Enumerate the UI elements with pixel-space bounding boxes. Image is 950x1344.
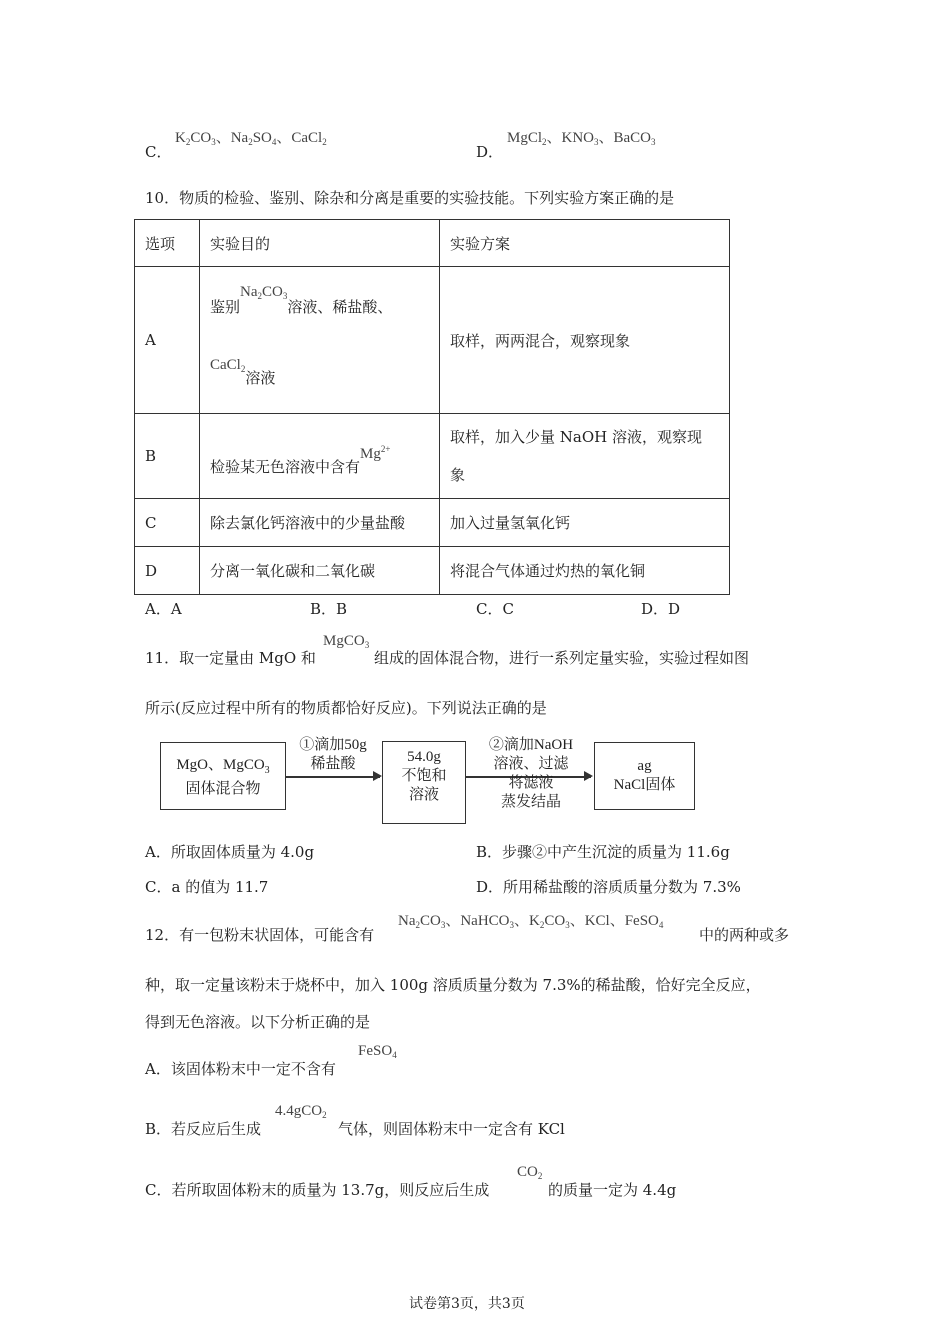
row-option: C <box>135 499 200 547</box>
q12-stem-part3: 种，取一定量该粉末于烧杯中，加入 100g 溶质质量分数为 7.3%的稀盐酸，恰好完全反应， <box>145 976 761 994</box>
page-footer: 试卷第3页，共3页 <box>409 1296 525 1312</box>
row-option: B <box>135 414 200 499</box>
q11-stem-part3: 所示(反应过程中所有的物质都恰好反应)。下列说法正确的是 <box>145 699 547 717</box>
table-row <box>135 414 730 499</box>
q12-stem-part2: 中的两种或多 <box>699 926 790 944</box>
q11-choice-b: B．步骤②中产生沉淀的质量为 11.6g <box>476 843 730 861</box>
row-plan: 取样，加入少量 NaOH 溶液，观察现 象 <box>440 414 730 499</box>
row-purpose: 检验某无色溶液中含有$Mg^{2+}$ <box>200 414 440 499</box>
q12-choice-b-part1: B．若反应后生成 <box>145 1120 262 1138</box>
row-option: A <box>135 267 200 414</box>
row-option: D <box>135 547 200 595</box>
header-purpose: 实验目的 <box>200 220 440 267</box>
q11-stem-part2: 组成的固体混合物，进行一系列定量实验，实验过程如图 <box>374 649 750 667</box>
q11-choice-d: D．所用稀盐酸的溶质质量分数为 7.3% <box>476 878 741 896</box>
flow-box-mixture: MgO、MgCO$_3$ 固体混合物 <box>160 742 286 810</box>
q9-option-c-label: C． <box>145 143 172 161</box>
q12-choice-a-formula: FeSO$_4$ <box>358 1043 397 1060</box>
q11-choice-c: C．a 的值为 11.7 <box>145 878 269 896</box>
q12-stem-formula: $Na_2CO_3$、NaHCO$_3$、$K_2CO_3$、KCl、FeSO$_4$ <box>398 913 664 930</box>
row-plan: 加入过量氢氧化钙 <box>440 499 730 547</box>
row-purpose: 分离一氧化碳和二氧化碳 <box>200 547 440 595</box>
q12-choice-a: A．该固体粉末中一定不含有 <box>145 1060 336 1078</box>
q10-choice-b: B．B <box>310 600 348 618</box>
q10-stem: 10．物质的检验、鉴别、除杂和分离是重要的实验技能。下列实验方案正确的是 <box>145 189 675 207</box>
flow-step-1-label: ①滴加50g 稀盐酸 <box>299 737 367 772</box>
q10-choice-a: A．A <box>145 600 182 618</box>
q12-stem-part4: 得到无色溶液。以下分析正确的是 <box>145 1013 371 1031</box>
flow-arrow-1 <box>286 776 380 778</box>
table-row <box>135 267 730 414</box>
flow-box-solution: 54.0g 不饱和 溶液 <box>382 741 466 824</box>
q9-option-d-label: D． <box>476 143 504 161</box>
table-header-row <box>135 220 730 267</box>
row-plan: 取样，两两混合，观察现象 <box>440 267 730 414</box>
q12-choice-b-formula: 4.4gCO$_2$ <box>275 1103 327 1120</box>
row-plan: 将混合气体通过灼热的氧化铜 <box>440 547 730 595</box>
row-purpose: 鉴别$Na_2CO_3$溶液、稀盐酸、 CaCl$_2$溶液 <box>200 267 440 414</box>
q10-experiment-table <box>134 219 730 595</box>
table-row <box>135 499 730 547</box>
table-row <box>135 547 730 595</box>
q11-stem-formula: MgCO$_3$ <box>323 633 370 650</box>
header-option: 选项 <box>135 220 200 267</box>
q9-option-d-formula: MgCl$_2$、$KNO_3$、BaCO$_3$ <box>507 130 656 147</box>
q9-option-c-formula: $K_2CO_3$、$Na_2SO_4$、CaCl$_2$ <box>175 130 327 147</box>
row-purpose: 除去氯化钙溶液中的少量盐酸 <box>200 499 440 547</box>
q12-choice-c-formula: $CO_2$ <box>517 1164 543 1181</box>
q12-choice-c-part1: C．若所取固体粉末的质量为 13.7g，则反应后生成 <box>145 1181 490 1199</box>
flow-box-nacl: ag NaCl固体 <box>594 742 695 810</box>
q10-choice-c: C．C <box>476 600 514 618</box>
q12-stem-part1: 12．有一包粉末状固体，可能含有 <box>145 926 375 944</box>
q12-choice-b-part2: 气体，则固体粉末中一定含有 KCl <box>338 1120 565 1138</box>
flow-step-2-label: ②滴加NaOH 溶液、过滤 将滤液 蒸发结晶 <box>488 737 574 810</box>
q11-stem-part1: 11．取一定量由 MgO 和 <box>145 649 316 667</box>
q11-choice-a: A．所取固体质量为 4.0g <box>145 843 315 861</box>
q12-choice-c-part2: 的质量一定为 4.4g <box>548 1181 677 1199</box>
header-plan: 实验方案 <box>440 220 730 267</box>
q10-choice-d: D．D <box>641 600 681 618</box>
